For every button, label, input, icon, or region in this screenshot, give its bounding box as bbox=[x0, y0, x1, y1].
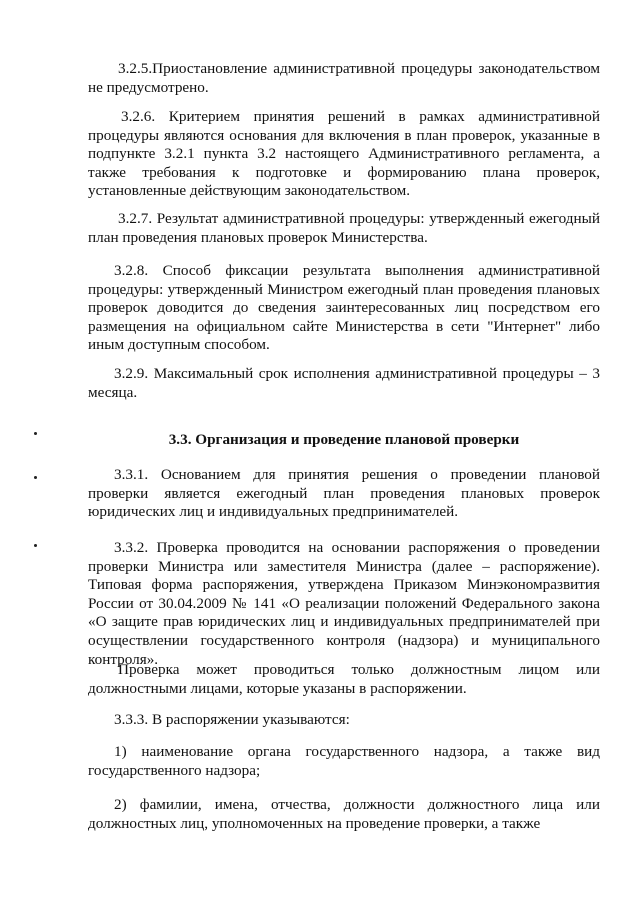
list-item-1: 1) наименование органа государственного надзора, а также вид государственного надзора; bbox=[88, 743, 600, 779]
paragraph-3-2-5: 3.2.5.Приостановление административной процедуры законодательством не предусмотрено. bbox=[88, 60, 600, 96]
paragraph-3-2-7: 3.2.7. Результат административной процедуры: утвержденный ежегодный план проведения плановых проверок Министерства. bbox=[88, 210, 600, 246]
paragraph-3-3-1: 3.3.1. Основанием для принятия решения о проведении плановой проверки является ежегодный план проведения плановых проверок юридических лиц и индивидуальных предпринимателей. bbox=[88, 466, 600, 521]
paragraph-3-3-3: 3.3.3. В распоряжении указываются: bbox=[114, 711, 350, 728]
list-item-2: 2) фамилии, имена, отчества, должности должностного лица или должностных лиц, уполномоченных на проведение проверки, а также bbox=[88, 796, 600, 832]
paragraph-3-2-8: 3.2.8. Способ фиксации результата выполнения административной процедуры: утвержденный Министром ежегодный план проведения плановых проверок доводится до сведения заинтересованных лиц посредством его размещения на официальном сайте Министерства в сети "Интернет" либо иным доступным способом. bbox=[88, 262, 600, 354]
section-heading-3-3: 3.3. Организация и проведение плановой проверки bbox=[168, 431, 520, 448]
paragraph-3-3-2: 3.3.2. Проверка проводится на основании распоряжения о проведении проверки Министра или заместителя Министра (далее – распоряжение). Типовая форма распоряжения, утверждена Приказом Минэкономразвития России от 30.04.2009 № 141 «О реализации положений Федерального закона «О защите прав юридических лиц и индивидуальных предпринимателей при осуществлении государственного контроля (надзора) и муниципального контроля». bbox=[88, 539, 600, 668]
paragraph-3-2-6: 3.2.6. Критерием принятия решений в рамках административной процедуры являются основания для включения в план проверок, указанные в подпункте 3.2.1 пункта 3.2 настоящего Административного регламента, а также требования к подготовке и формированию плана проверок, установленные действующим законодательством. bbox=[88, 108, 600, 200]
paragraph-3-3-2-continued: Проверка может проводиться только должностным лицом или должностными лицами, которые указаны в распоряжении. bbox=[88, 661, 600, 697]
margin-mark bbox=[34, 432, 37, 435]
paragraph-3-2-9: 3.2.9. Максимальный срок исполнения административной процедуры – 3 месяца. bbox=[88, 365, 600, 401]
margin-mark bbox=[34, 544, 37, 547]
margin-mark bbox=[34, 476, 37, 479]
